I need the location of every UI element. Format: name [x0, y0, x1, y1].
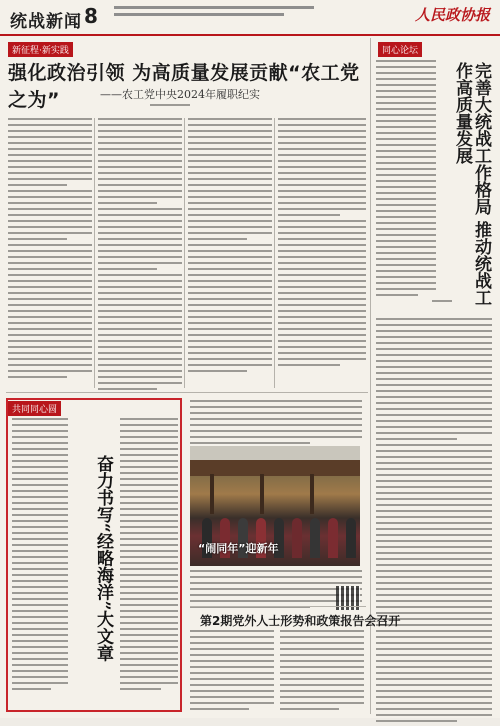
bottom-article-col-2: [280, 630, 364, 710]
right-column-body: [376, 318, 492, 726]
top-article-byline: [150, 104, 190, 110]
top-article-headline[interactable]: 强化政治引领 为高质量发展贡献“农工党之为”: [8, 62, 360, 111]
photo-lead-text: [190, 400, 362, 448]
top-article-subheadline: ——农工党中央2024年履职纪实: [100, 88, 260, 101]
right-column-title[interactable]: 完善大统战工作格局 推动统战工作高质量发展: [452, 62, 491, 306]
right-column-tag: 同心论坛: [378, 42, 422, 57]
top-article-tag: 新征程·新实践: [8, 42, 73, 57]
bottom-article-headline[interactable]: 第2期党外人士形势和政策报告会召开: [200, 614, 401, 628]
bottom-article-col-1: [190, 630, 274, 710]
page-number: 8: [84, 4, 98, 28]
feature-text-left: [12, 418, 68, 694]
feature-title[interactable]: 奋力书写“经略海洋”大文章: [93, 455, 113, 662]
feature-text-right: [120, 418, 178, 694]
right-column-lead: [376, 60, 436, 300]
feature-tag: 共同同心圆: [8, 401, 61, 416]
masthead-meta: [114, 6, 314, 26]
section-title: 统战新闻: [10, 12, 82, 32]
photo-overlay-text: “闹同年”迎新年: [198, 542, 279, 555]
right-column-author: [432, 300, 452, 306]
paper-logo: 人民政协报: [414, 6, 490, 24]
text-column-2: [98, 118, 182, 388]
text-column-1: [8, 118, 92, 388]
masthead: [0, 0, 500, 36]
text-column-4: [278, 118, 366, 388]
text-column-3: [188, 118, 272, 388]
